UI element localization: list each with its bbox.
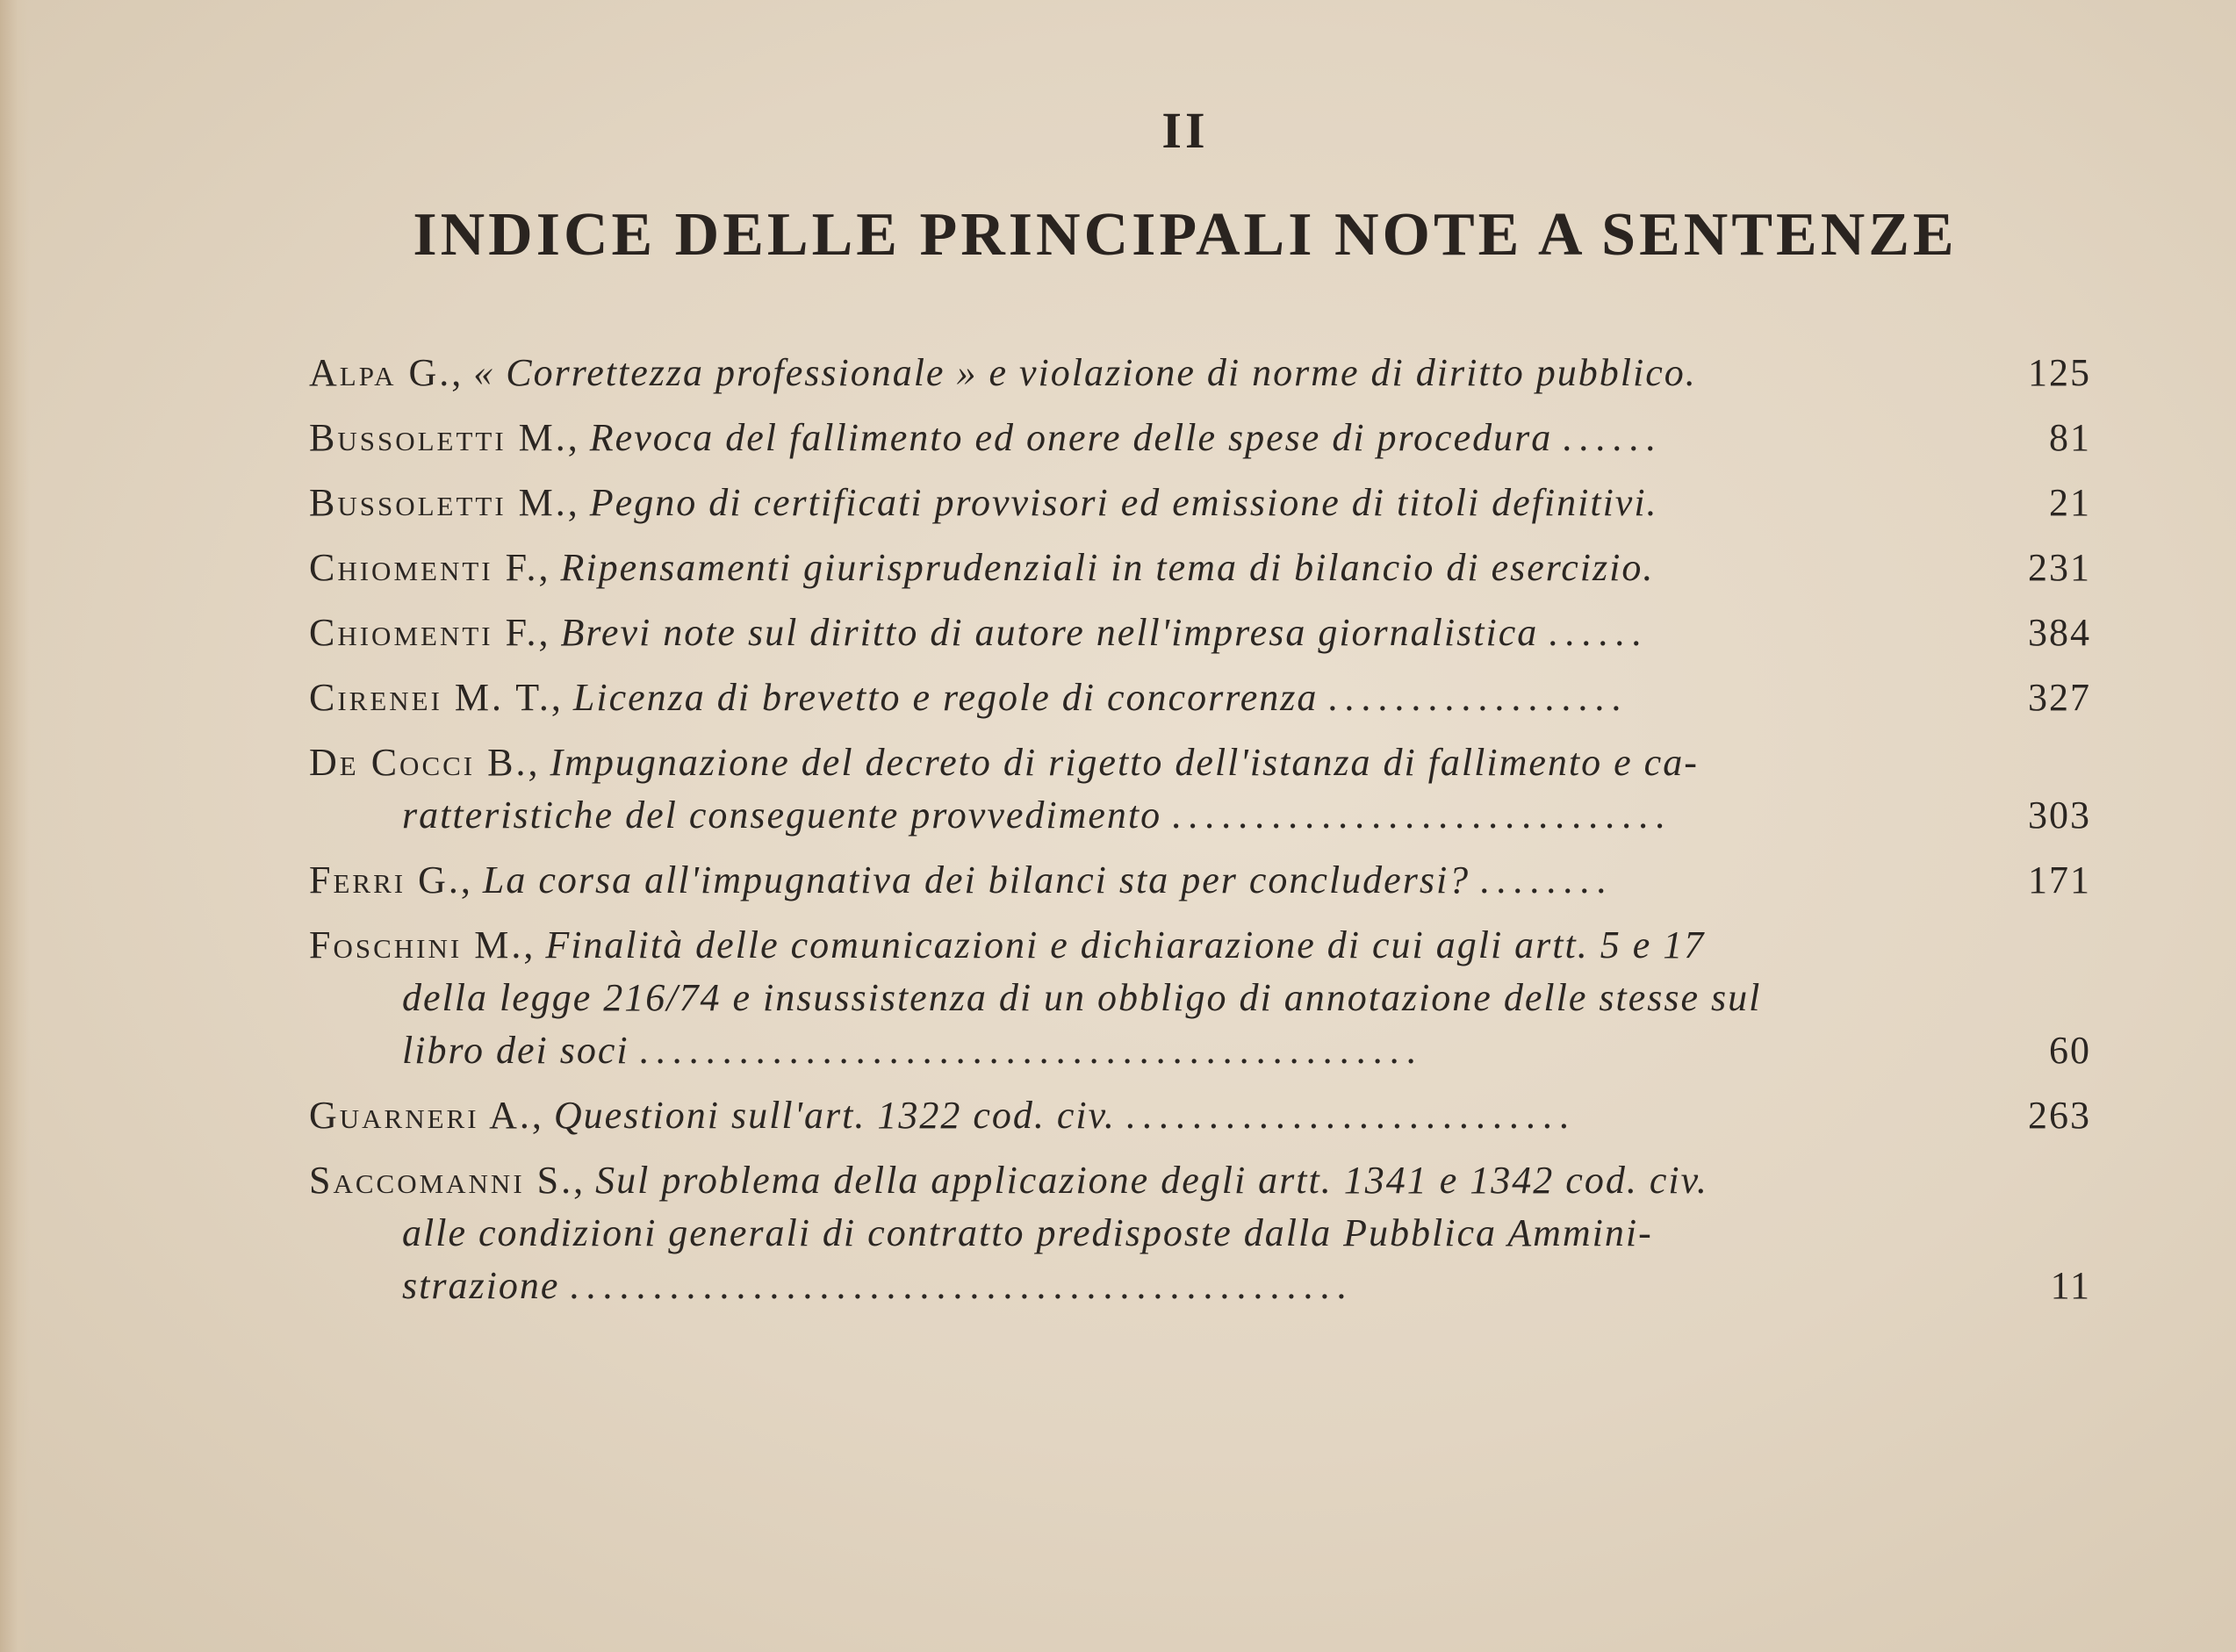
index-entry: [309, 412, 2091, 464]
entry-page: 81: [2049, 416, 2091, 459]
entry-author: Bussoletti M.,: [309, 481, 580, 524]
index-entry: [309, 1089, 2091, 1142]
entry-author: Saccomanni S.,: [309, 1159, 586, 1202]
entry-page: 125: [2028, 351, 2091, 394]
entry-author: Chiomenti F.,: [309, 611, 551, 654]
entry-title: Brevi note sul diritto di autore nell'impresa giornalistica: [560, 611, 1539, 654]
entry-title: La corsa all'impugnativa dei bilanci sta per concludersi?: [482, 858, 1470, 901]
entry-page: 263: [2028, 1094, 2091, 1137]
entry-title: Pegno di certificati provvisori ed emissione di titoli definitivi.: [589, 481, 1658, 524]
index-entry: [309, 477, 2091, 529]
entry-title: « Correttezza professionale » e violazione di norme di diritto pubblico.: [473, 351, 1697, 394]
entry-title-continuation: strazione: [402, 1264, 560, 1307]
section-number: II: [1161, 102, 1209, 159]
dot-leader: ......: [1548, 611, 1649, 654]
dot-leader: ...........................: [1125, 1094, 1576, 1137]
index-entry: [309, 607, 2091, 659]
index-entry: [309, 854, 2091, 907]
entry-title: Impugnazione del decreto di rigetto dell'istanza di fallimento e ca-: [550, 741, 1699, 784]
entry-title-continuation: libro dei soci: [402, 1029, 629, 1072]
entry-title: Revoca del fallimento ed onere delle spese di procedura: [589, 416, 1553, 459]
index-title: INDICE DELLE PRINCIPALI NOTE A SENTENZE: [413, 201, 1958, 269]
entry-author: Ferri G.,: [309, 858, 473, 901]
entry-title-continuation: alle condizioni generali di contratto predisposte dalla Pubblica Ammini-: [402, 1211, 1653, 1254]
entry-page: 60: [2049, 1029, 2091, 1072]
entry-author: Cirenei M. T.,: [309, 676, 564, 719]
entry-author: Chiomenti F.,: [309, 546, 551, 589]
entry-page: 21: [2049, 481, 2091, 524]
index-entries: [309, 347, 2091, 1325]
index-entry: [309, 919, 2091, 1077]
dot-leader: ......: [1562, 416, 1663, 459]
entry-page: 11: [2050, 1264, 2091, 1307]
index-entry: [309, 1154, 2091, 1312]
dot-leader: ...............................................: [569, 1264, 1354, 1307]
entry-title: Sul problema della applicazione degli artt. 1341 e 1342 cod. civ.: [595, 1159, 1708, 1202]
index-entry: [309, 672, 2091, 724]
entry-title-continuation: ratteristiche del conseguente provvedimento: [402, 794, 1162, 837]
entry-title: Ripensamenti giurisprudenziali in tema di bilancio di esercizio.: [560, 546, 1655, 589]
entry-title: Finalità delle comunicazioni e dichiarazione di cui agli artt. 5 e 17: [545, 923, 1706, 966]
entry-title: Licenza di brevetto e regole di concorrenza: [572, 676, 1319, 719]
entry-page: 171: [2028, 858, 2091, 901]
entry-page: 384: [2028, 611, 2091, 654]
dot-leader: ..................: [1327, 676, 1628, 719]
entry-author: Bussoletti M.,: [309, 416, 580, 459]
entry-page: 231: [2028, 546, 2091, 589]
dot-leader: ........: [1479, 858, 1614, 901]
entry-author: Alpa G.,: [309, 351, 464, 394]
dot-leader: ..............................: [1171, 794, 1672, 837]
entry-author: Foschini M.,: [309, 923, 536, 966]
index-entry: [309, 542, 2091, 594]
index-entry: [309, 736, 2091, 842]
entry-page: 303: [2028, 794, 2091, 837]
entry-title-continuation: della legge 216/74 e insussistenza di un obbligo di annotazione delle stesse sul: [402, 976, 1762, 1019]
dot-leader: ...............................................: [638, 1029, 1423, 1072]
entry-title: Questioni sull'art. 1322 cod. civ.: [553, 1094, 1116, 1137]
entry-author: De Cocci B.,: [309, 741, 541, 784]
index-entry: [309, 347, 2091, 399]
entry-page: 327: [2028, 676, 2091, 719]
entry-author: Guarneri A.,: [309, 1094, 544, 1137]
